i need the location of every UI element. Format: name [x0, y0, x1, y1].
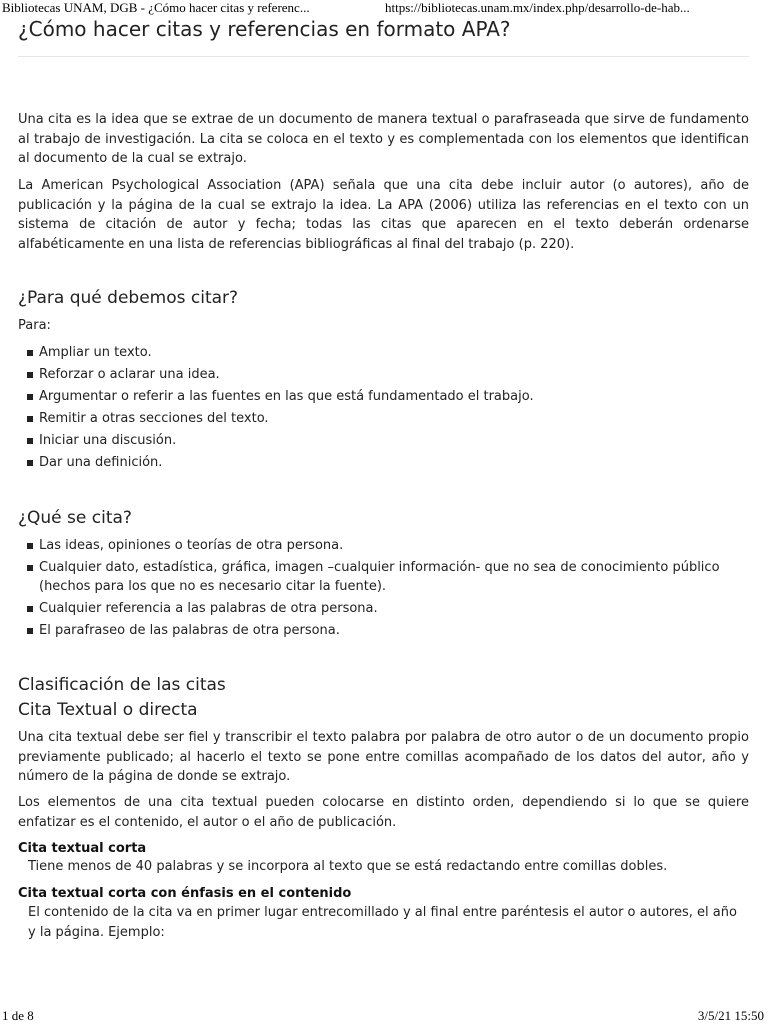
square-bullet-icon — [27, 543, 33, 549]
list-item: El parafraseo de las palabras de otra persona. — [18, 621, 749, 640]
short-cite-heading: Cita textual corta — [18, 841, 147, 856]
page-title: ¿Cómo hacer citas y referencias en formato APA? — [18, 17, 511, 41]
what-cite-list — [18, 536, 749, 643]
square-bullet-icon — [27, 628, 33, 634]
square-bullet-icon — [27, 416, 33, 422]
print-datetime: 3/5/21 15:50 — [697, 1008, 764, 1023]
list-item: Remitir a otras secciones del texto. — [18, 409, 749, 428]
textual-cite-subheading: Cita Textual o directa — [18, 700, 198, 720]
what-cite-heading: ¿Qué se cita? — [18, 508, 132, 528]
list-item: Cualquier dato, estadística, gráfica, imagen –cualquier información- que no sea de conocimiento público (hechos para los que no es necesario citar la fuente). — [18, 558, 749, 596]
textual-cite-paragraph-1: Una cita textual debe ser fiel y transcribir el texto palabra por palabra de otro autor o de un documento propio previamente publicado; al hacerlo el texto se pone entre comillas acompañado de los datos del autor, año y número de la página de donde se extrajo. — [18, 730, 749, 784]
print-header-title: Bibliotecas UNAM, DGB - ¿Cómo hacer citas y referenc... — [2, 0, 310, 15]
why-cite-heading: ¿Para qué debemos citar? — [18, 288, 239, 308]
list-item: Argumentar o referir a las fuentes en las que está fundamentado el trabajo. — [18, 387, 749, 406]
classification-heading: Clasificación de las citas — [18, 675, 226, 695]
print-header — [0, 0, 768, 16]
list-item: Las ideas, opiniones o teorías de otra persona. — [18, 536, 749, 555]
square-bullet-icon — [27, 350, 33, 356]
square-bullet-icon — [27, 394, 33, 400]
list-item: Cualquier referencia a las palabras de otra persona. — [18, 599, 749, 618]
short-cite-content-text: El contenido de la cita va en primer lugar entrecomillado y al final entre paréntesis el autor o autores, el año y la página. Ejemplo: — [28, 905, 737, 940]
list-item: Iniciar una discusión. — [18, 431, 749, 450]
print-footer — [0, 1008, 768, 1024]
list-item: Ampliar un texto. — [18, 343, 749, 362]
square-bullet-icon — [27, 372, 33, 378]
why-cite-lead: Para: — [18, 318, 51, 333]
why-cite-list — [18, 343, 749, 475]
short-cite-text: Tiene menos de 40 palabras y se incorpora al texto que se está redactando entre comillas dobles. — [28, 859, 668, 874]
square-bullet-icon — [27, 606, 33, 612]
intro-paragraph-2: La American Psychological Association (APA) señala que una cita debe incluir autor (o autores), año de publicación y la página de la cual se extrajo la idea. La APA (2006) utiliza las referencias en el texto con un sistema de citación de autor y fecha; todas las citas que aparecen en el texto deberán ordenarse alfabéticamente en una lista de referencias bibliográficas al final del trabajo (p. 220). — [18, 178, 749, 252]
square-bullet-icon — [27, 438, 33, 444]
page-counter: 1 de 8 — [2, 1008, 34, 1023]
short-cite-content-heading: Cita textual corta con énfasis en el contenido — [18, 886, 352, 901]
intro-paragraph-1: Una cita es la idea que se extrae de un documento de manera textual o parafraseada que sirve de fundamento al trabajo de investigación. La cita se coloca en el texto y es complementada con los elementos que identifican al documento de la cual se extrajo. — [18, 112, 749, 166]
textual-cite-paragraph-2: Los elementos de una cita textual pueden colocarse en distinto orden, dependiendo si lo que se quiere enfatizar es el contenido, el autor o el año de publicación. — [18, 795, 749, 830]
list-item: Dar una definición. — [18, 453, 749, 472]
list-item: Reforzar o aclarar una idea. — [18, 365, 749, 384]
square-bullet-icon — [27, 565, 33, 571]
print-header-url: https://bibliotecas.unam.mx/index.php/desarrollo-de-hab... — [385, 0, 690, 15]
square-bullet-icon — [27, 460, 33, 466]
title-divider — [18, 56, 749, 57]
